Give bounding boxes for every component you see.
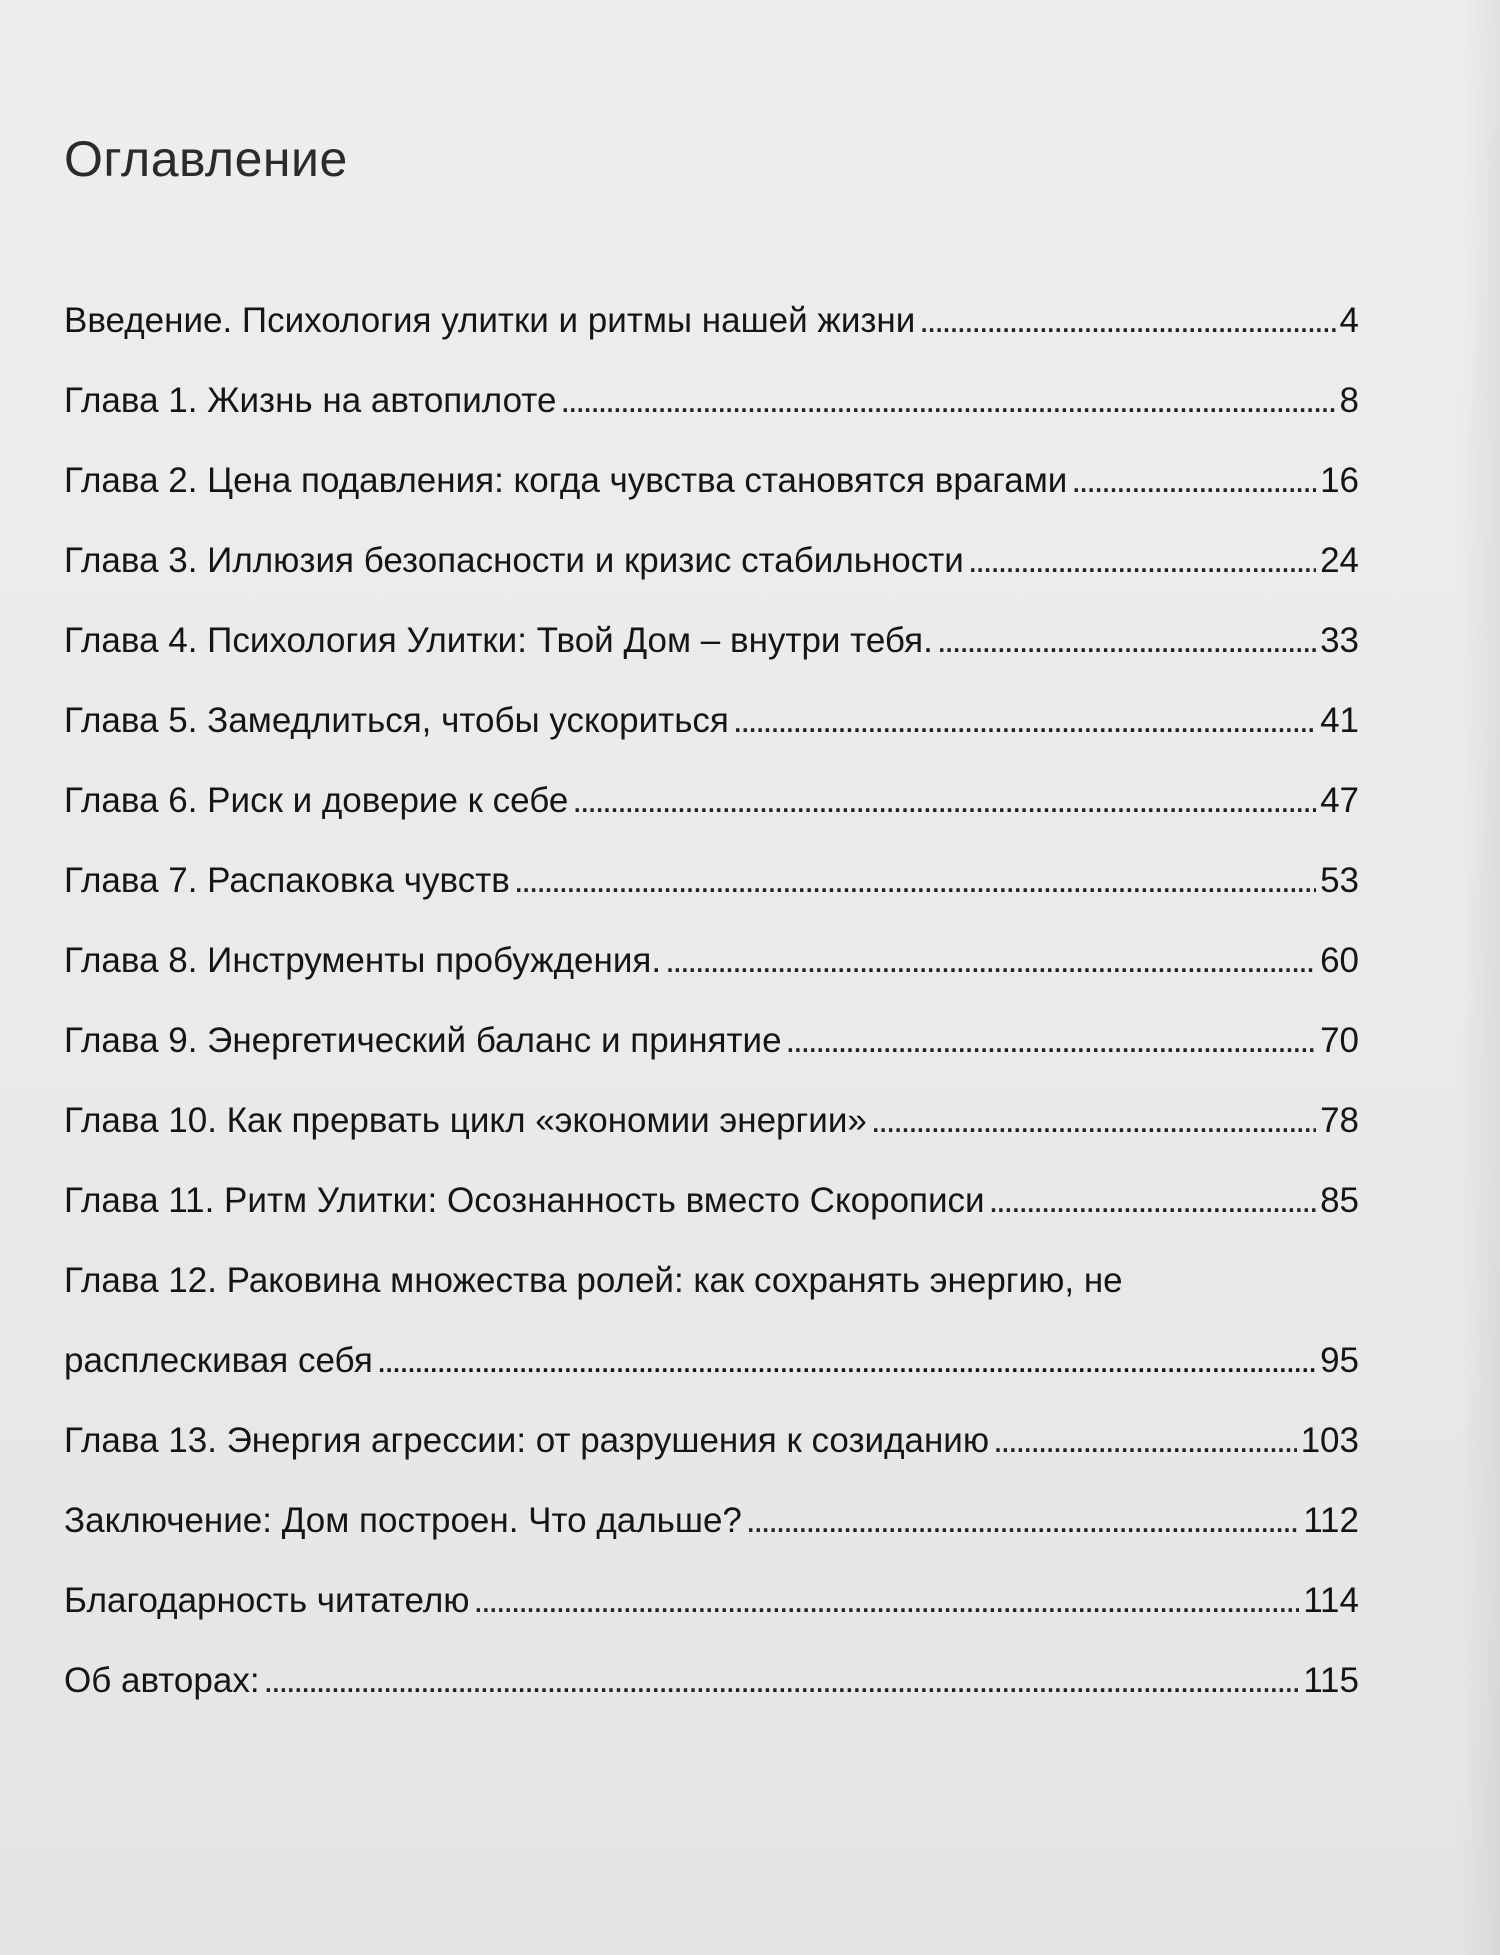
toc-entry-chapter-2: [64, 460, 1359, 502]
toc-entry-label-line1: Глава 12. Раковина множества ролей: как сохранять энергию, не: [64, 1261, 1123, 1300]
toc-entry-page: 16: [1320, 461, 1359, 500]
toc-entry-label: Глава 8. Инструменты пробуждения.: [64, 941, 662, 980]
toc-list: [64, 300, 1359, 1740]
toc-entry-chapter-8: [64, 940, 1359, 982]
leader-dots: [937, 620, 1316, 662]
toc-entry-label: Об авторах:: [64, 1661, 260, 1700]
leader-dots: [993, 1420, 1297, 1462]
toc-entry-chapter-7: [64, 860, 1359, 902]
toc-entry-page: 112: [1303, 1501, 1359, 1540]
toc-entry-page: 60: [1320, 941, 1359, 980]
leader-dots: [514, 860, 1316, 902]
leader-dots: [560, 380, 1335, 422]
toc-entry-page: 8: [1339, 381, 1359, 420]
toc-entry-label: Благодарность читателю: [64, 1581, 470, 1620]
toc-entry-page: 53: [1320, 861, 1359, 900]
toc-entry-label: Глава 7. Распаковка чувств: [64, 861, 510, 900]
toc-entry-chapter-9: [64, 1020, 1359, 1062]
toc-entry-chapter-4: [64, 620, 1359, 662]
toc-title: Оглавление: [64, 131, 348, 187]
toc-entry-chapter-1: [64, 380, 1359, 422]
leader-dots: [968, 540, 1316, 582]
leader-dots: [871, 1100, 1316, 1142]
toc-entry-label: Глава 9. Энергетический баланс и принятие: [64, 1021, 782, 1060]
toc-entry-page: 47: [1320, 781, 1359, 820]
toc-entry-page: 24: [1320, 541, 1359, 580]
toc-entry-label: Глава 4. Психология Улитки: Твой Дом – внутри тебя.: [64, 621, 933, 660]
toc-entry-chapter-12: [64, 1260, 1359, 1382]
toc-entry-page: 115: [1303, 1661, 1359, 1700]
toc-entry-page: 4: [1339, 301, 1359, 340]
toc-entry-about-authors: [64, 1660, 1359, 1702]
leader-dots: [989, 1180, 1316, 1222]
toc-entry-label: Глава 3. Иллюзия безопасности и кризис стабильности: [64, 541, 964, 580]
toc-entry-label: Глава 6. Риск и доверие к себе: [64, 781, 569, 820]
leader-dots: [919, 300, 1335, 342]
leader-dots: [377, 1340, 1316, 1382]
page-edge-shadow: [1460, 0, 1500, 1955]
toc-entry-page: 33: [1320, 621, 1359, 660]
leader-dots: [746, 1500, 1299, 1542]
toc-entry-page: 41: [1320, 701, 1359, 740]
toc-entry-page: 95: [1320, 1341, 1359, 1380]
leader-dots: [474, 1580, 1300, 1622]
toc-entry-second-line: [64, 1340, 1359, 1382]
toc-entry-page: 85: [1320, 1181, 1359, 1220]
leader-dots: [665, 940, 1316, 982]
toc-entry-label: Заключение: Дом построен. Что дальше?: [64, 1501, 742, 1540]
toc-entry-page: 78: [1320, 1101, 1359, 1140]
toc-entry-page: 70: [1320, 1021, 1359, 1060]
leader-dots: [733, 700, 1316, 742]
toc-entry-label: Глава 10. Как прервать цикл «экономии энергии»: [64, 1101, 867, 1140]
leader-dots: [572, 780, 1316, 822]
toc-entry-introduction: [64, 300, 1359, 342]
toc-entry-page: 103: [1300, 1421, 1359, 1460]
toc-entry-conclusion: [64, 1500, 1359, 1542]
toc-entry-chapter-6: [64, 780, 1359, 822]
toc-entry-label: Введение. Психология улитки и ритмы нашей жизни: [64, 301, 916, 340]
toc-entry-chapter-5: [64, 700, 1359, 742]
toc-entry-label: Глава 13. Энергия агрессии: от разрушения к созиданию: [64, 1421, 990, 1460]
leader-dots: [264, 1660, 1300, 1702]
leader-dots: [1071, 460, 1316, 502]
toc-entry-chapter-3: [64, 540, 1359, 582]
toc-entry-label: Глава 11. Ритм Улитки: Осознанность вместо Скорописи: [64, 1181, 985, 1220]
toc-entry-page: 114: [1303, 1581, 1359, 1620]
toc-entry-label-line2: расплескивая себя: [64, 1341, 373, 1380]
toc-entry-chapter-13: [64, 1420, 1359, 1462]
toc-entry-chapter-10: [64, 1100, 1359, 1142]
toc-entry-label: Глава 2. Цена подавления: когда чувства становятся врагами: [64, 461, 1068, 500]
toc-entry-label: Глава 1. Жизнь на автопилоте: [64, 381, 557, 420]
toc-entry-chapter-11: [64, 1180, 1359, 1222]
leader-dots: [786, 1020, 1317, 1062]
toc-entry-acknowledgements: [64, 1580, 1359, 1622]
toc-entry-label: Глава 5. Замедлиться, чтобы ускориться: [64, 701, 729, 740]
